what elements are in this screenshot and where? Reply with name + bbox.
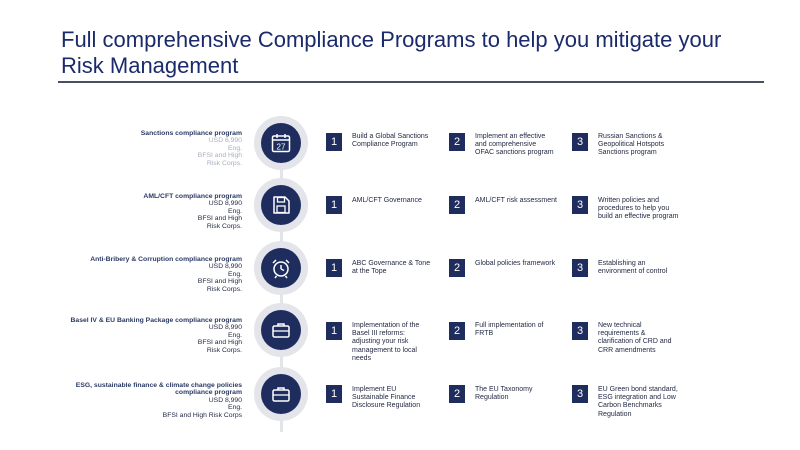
briefcase-icon xyxy=(270,383,292,405)
program-language: Eng. xyxy=(228,270,242,278)
calendar-icon xyxy=(270,132,292,154)
program-name: ESG, sustainable finance & climate change policies compliance program xyxy=(75,382,242,397)
step-number: 2 xyxy=(449,385,465,403)
program-item: Build a Global Sanctions Compliance Program xyxy=(352,133,429,149)
step-number: 3 xyxy=(572,196,588,214)
program-language: Eng. xyxy=(228,331,242,339)
program-item: The EU Taxonomy Regulation xyxy=(475,386,533,402)
calendar-day: 27 xyxy=(276,142,286,152)
program-item: AML/CFT risk assessment xyxy=(475,197,557,204)
program-name: Basel IV & EU Banking Package compliance program xyxy=(70,317,242,324)
save-icon xyxy=(270,194,292,216)
program-language: Eng. xyxy=(228,404,242,412)
title-divider xyxy=(58,81,764,83)
step-number: 2 xyxy=(449,259,465,277)
program-item: Written policies and procedures to help you build an effective program xyxy=(598,197,679,221)
step-number: 1 xyxy=(326,259,342,277)
program-label-aml xyxy=(42,193,242,230)
program-scope: BFSI and High Risk Corps. xyxy=(197,339,242,354)
program-item: EU Green bond standard, ESG integration and Low Carbon Benchmarks Regulation xyxy=(598,386,678,418)
program-label-basel xyxy=(42,317,242,354)
step-number: 3 xyxy=(572,133,588,151)
program-icon-circle xyxy=(254,367,308,421)
program-label-abc xyxy=(42,256,242,293)
program-item: AML/CFT Governance xyxy=(352,197,422,204)
step-number: 1 xyxy=(326,196,342,214)
program-name: Anti-Bribery & Corruption compliance program xyxy=(90,256,242,263)
program-item: ABC Governance & Tone at the Tope xyxy=(352,260,431,276)
step-number: 3 xyxy=(572,385,588,403)
alarm-clock-icon xyxy=(270,257,292,279)
program-label-sanctions xyxy=(42,130,242,167)
program-price: USD 8,990 xyxy=(208,200,242,208)
program-icon-circle xyxy=(254,116,308,170)
program-item: Establishing an environment of control xyxy=(598,260,668,276)
page-title: Full comprehensive Compliance Programs to help you mitigate your Risk Management xyxy=(61,27,722,78)
step-number: 1 xyxy=(326,385,342,403)
program-scope: BFSI and High Risk Corps. xyxy=(197,278,242,293)
program-language: Eng. xyxy=(228,144,242,152)
program-item: Full implementation of FRTB xyxy=(475,322,544,338)
program-item: Russian Sanctions & Geopolitical Hotspots Sanctions program xyxy=(598,133,665,157)
program-price: USD 8,990 xyxy=(208,263,242,271)
step-number: 2 xyxy=(449,133,465,151)
program-item: Implement EU Sustainable Finance Disclosure Regulation xyxy=(352,386,421,410)
step-number: 1 xyxy=(326,322,342,340)
program-icon-circle xyxy=(254,178,308,232)
program-language: Eng. xyxy=(228,207,242,215)
program-price: USD 6,990 xyxy=(208,137,242,145)
step-number: 3 xyxy=(572,259,588,277)
step-number: 2 xyxy=(449,322,465,340)
program-name: Sanctions compliance program xyxy=(140,130,242,137)
briefcase-icon xyxy=(270,319,292,341)
program-name: AML/CFT compliance program xyxy=(143,193,242,200)
program-price: USD 8,990 xyxy=(208,396,242,404)
program-item: New technical requirements & clarification of CRD and CRR amendments xyxy=(598,322,672,354)
program-price: USD 8,990 xyxy=(208,324,242,332)
program-item: Implement an effective and comprehensive OFAC sanctions program xyxy=(475,133,554,157)
step-number: 1 xyxy=(326,133,342,151)
program-icon-circle xyxy=(254,241,308,295)
program-scope: BFSI and High Risk Corps xyxy=(162,411,242,419)
program-scope: BFSI and High Risk Corps. xyxy=(197,152,242,167)
program-item: Implementation of the Basel III reforms: adjusting your risk management to local needs xyxy=(352,322,420,362)
program-icon-circle xyxy=(254,303,308,357)
step-number: 2 xyxy=(449,196,465,214)
step-number: 3 xyxy=(572,322,588,340)
program-label-esg xyxy=(42,382,242,419)
program-scope: BFSI and High Risk Corps. xyxy=(197,215,242,230)
program-item: Global policies framework xyxy=(475,260,556,267)
